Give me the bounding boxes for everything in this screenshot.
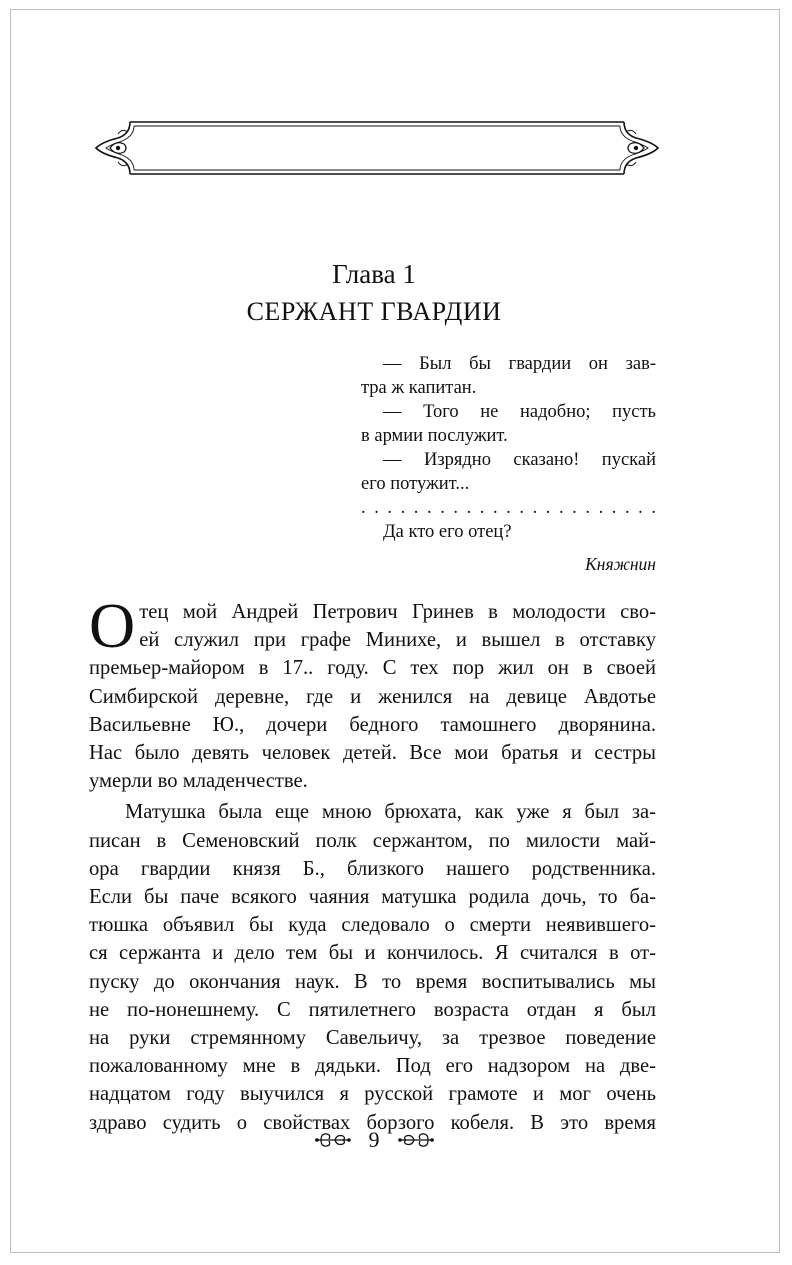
- drop-cap: О: [89, 590, 136, 661]
- right-flourish-icon: [398, 1130, 436, 1150]
- epigraph-line: в армии послужит.: [361, 426, 508, 446]
- text-line: ей служил при графе Минихе, и вышел в отставку: [139, 629, 656, 652]
- text-line: тец мой Андрей Петрович Гринев в молодости сво-: [139, 601, 656, 623]
- epigraph-ellipsis-line: . . . . . . . . . . . . . . . . . . . . . . .: [361, 498, 656, 518]
- epigraph-line: — Того не надобно; пусть: [383, 402, 656, 422]
- text-line: писан в Семеновский полк сержантом, по милости май-: [89, 829, 656, 852]
- chapter-title: СЕРЖАНТ ГВАРДИИ: [246, 297, 502, 326]
- epigraph-line: — Изрядно сказано! пускай: [383, 450, 656, 470]
- text-line: умерли во младенчестве.: [89, 770, 308, 793]
- epigraph-line: Да кто его отец?: [383, 522, 512, 542]
- page-number: 9: [368, 1127, 380, 1152]
- paragraph-2: [89, 798, 656, 1136]
- left-flourish-icon: [313, 1130, 351, 1150]
- text-line: премьер-майором в 17.. году. С тех пор жил он в своей: [89, 657, 656, 680]
- text-line: надцатом году выучился я русской грамоте и мог очень: [89, 1083, 656, 1106]
- page-footer: [0, 1122, 748, 1158]
- text-line: на руки стремянному Савельичу, за трезвое поведение: [89, 1027, 656, 1050]
- text-line: ся сержанта и дело тем бы и кончилось. Я считался в от-: [89, 942, 656, 965]
- chapter-number: Глава 1: [332, 259, 416, 289]
- paragraph-1: [89, 590, 656, 795]
- text-line: Васильевне Ю., дочери бедного тамошнего дворянина.: [89, 713, 656, 736]
- text-line: здраво судить о свойствах борзого кобеля. В это время: [89, 1111, 656, 1134]
- text-line: Нас было девять человек детей. Все мои братья и сестры: [89, 742, 656, 765]
- epigraph-line: — Был бы гвардии он зав-: [383, 354, 656, 374]
- chapter-body: [89, 590, 656, 1137]
- chapter-header-ornament: [88, 110, 666, 186]
- epigraph-line: тра ж капитан.: [361, 378, 477, 398]
- text-line: Матушка была еще мною брюхата, как уже я был за-: [125, 801, 656, 824]
- epigraph-author: Княжнин: [585, 554, 656, 574]
- epigraph-line: его потужит...: [361, 474, 470, 494]
- text-line: пуску до окончания наук. В то время воспитывались мы: [89, 970, 656, 993]
- text-line: тюшка объявил бы куда следовало о смерти неявившего-: [89, 914, 656, 937]
- text-line: ора гвардии князя Б., близкого нашего родственника.: [89, 857, 656, 880]
- text-line: пожалованному мне в дядьки. Под его надзором на две-: [89, 1055, 656, 1078]
- text-line: Если бы паче всякого чаяния матушка родила дочь, то ба-: [89, 886, 656, 909]
- text-line: Симбирской деревне, где и женился на девице Авдотье: [89, 685, 656, 708]
- text-line: не по-нонешнему. С пятилетнего возраста отдан я был: [89, 998, 656, 1021]
- epigraph: [361, 352, 656, 576]
